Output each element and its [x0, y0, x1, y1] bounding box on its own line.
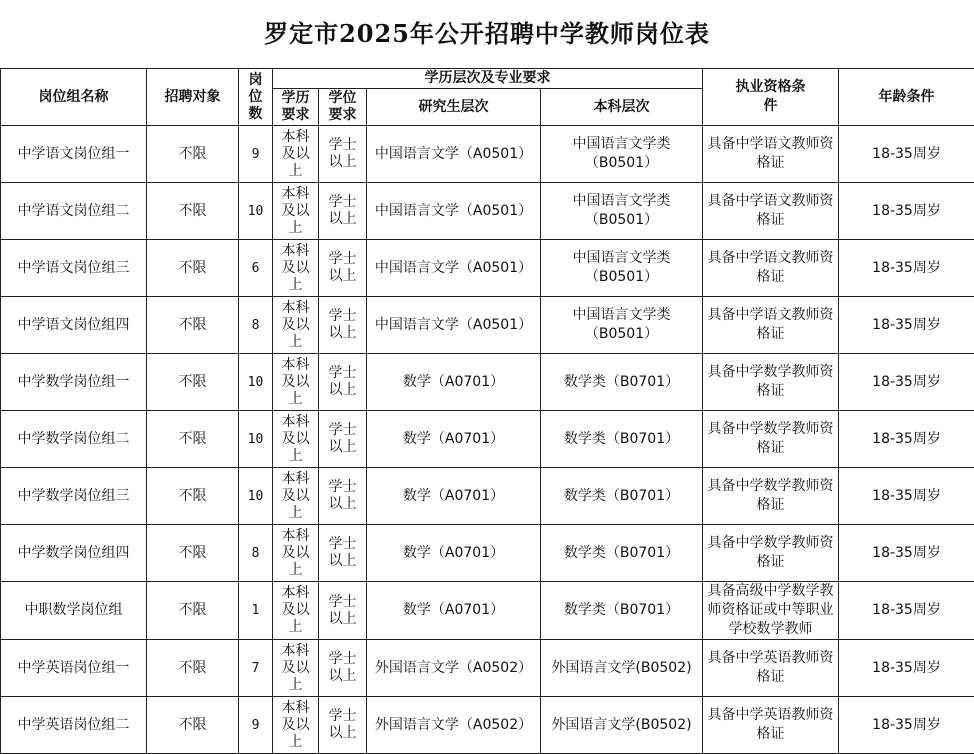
cell-age: 18-35周岁	[839, 697, 974, 754]
cell-age: 18-35周岁	[839, 525, 974, 582]
cell-count: 10	[239, 411, 273, 468]
cell-group-name: 中学数学岗位组二	[1, 411, 147, 468]
cell-cert: 具备中学数学教师资格证	[703, 411, 839, 468]
table-row	[1, 183, 974, 240]
cell-count: 8	[239, 525, 273, 582]
table-row	[1, 354, 974, 411]
cell-age: 18-35周岁	[839, 126, 974, 183]
cell-undergrad-major: 数学类（B0701）	[541, 354, 703, 411]
cell-group-name: 中职数学岗位组	[1, 582, 147, 640]
cell-edu-req: 本科及以上	[273, 697, 319, 754]
header-cert: 执业资格条件	[703, 69, 839, 126]
cell-undergrad-major: 外国语言文学(B0502)	[541, 697, 703, 754]
cell-undergrad-major: 外国语言文学(B0502)	[541, 640, 703, 697]
cell-undergrad-major: 数学类（B0701）	[541, 582, 703, 640]
cell-target: 不限	[147, 297, 239, 354]
cell-target: 不限	[147, 468, 239, 525]
header-grad: 研究生层次	[367, 89, 541, 126]
cell-grad-major: 数学（A0701）	[367, 354, 541, 411]
header-count: 岗位数	[239, 69, 273, 126]
table-row	[1, 697, 974, 754]
cell-age: 18-35周岁	[839, 240, 974, 297]
cell-count: 10	[239, 183, 273, 240]
header-group-name: 岗位组名称	[1, 69, 147, 126]
cell-degree-req: 学士以上	[319, 640, 367, 697]
cell-edu-req: 本科及以上	[273, 582, 319, 640]
cell-count: 9	[239, 697, 273, 754]
cell-group-name: 中学英语岗位组一	[1, 640, 147, 697]
cell-degree-req: 学士以上	[319, 468, 367, 525]
cell-grad-major: 中国语言文学（A0501）	[367, 297, 541, 354]
cell-edu-req: 本科及以上	[273, 640, 319, 697]
cell-edu-req: 本科及以上	[273, 297, 319, 354]
recruitment-table	[0, 68, 974, 754]
cell-edu-req: 本科及以上	[273, 354, 319, 411]
cell-age: 18-35周岁	[839, 468, 974, 525]
cell-grad-major: 中国语言文学（A0501）	[367, 240, 541, 297]
cell-cert: 具备中学语文教师资格证	[703, 240, 839, 297]
table-row	[1, 411, 974, 468]
cell-degree-req: 学士以上	[319, 240, 367, 297]
cell-count: 8	[239, 297, 273, 354]
cell-count: 9	[239, 126, 273, 183]
header-edu-major: 学历层次及专业要求	[273, 69, 703, 89]
cell-edu-req: 本科及以上	[273, 468, 319, 525]
cell-grad-major: 外国语言文学（A0502）	[367, 640, 541, 697]
cell-grad-major: 中国语言文学（A0501）	[367, 183, 541, 240]
cell-count: 1	[239, 582, 273, 640]
table-row	[1, 126, 974, 183]
cell-undergrad-major: 数学类（B0701）	[541, 411, 703, 468]
cell-count: 6	[239, 240, 273, 297]
cell-group-name: 中学数学岗位组一	[1, 354, 147, 411]
cell-undergrad-major: 数学类（B0701）	[541, 468, 703, 525]
cell-cert: 具备中学数学教师资格证	[703, 354, 839, 411]
cell-grad-major: 数学（A0701）	[367, 525, 541, 582]
cell-target: 不限	[147, 582, 239, 640]
cell-target: 不限	[147, 640, 239, 697]
cell-edu-req: 本科及以上	[273, 525, 319, 582]
cell-cert: 具备中学英语教师资格证	[703, 640, 839, 697]
cell-group-name: 中学英语岗位组二	[1, 697, 147, 754]
cell-target: 不限	[147, 411, 239, 468]
cell-grad-major: 外国语言文学（A0502）	[367, 697, 541, 754]
cell-group-name: 中学数学岗位组三	[1, 468, 147, 525]
cell-count: 7	[239, 640, 273, 697]
cell-cert: 具备中学语文教师资格证	[703, 297, 839, 354]
cell-edu-req: 本科及以上	[273, 183, 319, 240]
cell-count: 10	[239, 468, 273, 525]
cell-degree-req: 学士以上	[319, 354, 367, 411]
cell-age: 18-35周岁	[839, 297, 974, 354]
cell-target: 不限	[147, 183, 239, 240]
cell-group-name: 中学语文岗位组一	[1, 126, 147, 183]
table-row	[1, 240, 974, 297]
cell-group-name: 中学语文岗位组三	[1, 240, 147, 297]
cell-cert: 具备中学数学教师资格证	[703, 525, 839, 582]
cell-degree-req: 学士以上	[319, 411, 367, 468]
cell-edu-req: 本科及以上	[273, 240, 319, 297]
cell-undergrad-major: 中国语言文学类（B0501）	[541, 126, 703, 183]
cell-edu-req: 本科及以上	[273, 126, 319, 183]
table-row	[1, 525, 974, 582]
cell-degree-req: 学士以上	[319, 525, 367, 582]
cell-degree-req: 学士以上	[319, 126, 367, 183]
cell-age: 18-35周岁	[839, 183, 974, 240]
cell-cert: 具备中学英语教师资格证	[703, 697, 839, 754]
cell-undergrad-major: 中国语言文学类（B0501）	[541, 240, 703, 297]
cell-count: 10	[239, 354, 273, 411]
header-undergrad: 本科层次	[541, 89, 703, 126]
cell-target: 不限	[147, 126, 239, 183]
cell-target: 不限	[147, 525, 239, 582]
header-degree-req: 学位要求	[319, 89, 367, 126]
cell-grad-major: 中国语言文学（A0501）	[367, 126, 541, 183]
cell-degree-req: 学士以上	[319, 582, 367, 640]
cell-cert: 具备中学数学教师资格证	[703, 468, 839, 525]
cell-group-name: 中学语文岗位组四	[1, 297, 147, 354]
cell-undergrad-major: 中国语言文学类（B0501）	[541, 183, 703, 240]
cell-grad-major: 数学（A0701）	[367, 468, 541, 525]
cell-age: 18-35周岁	[839, 582, 974, 640]
cell-undergrad-major: 数学类（B0701）	[541, 525, 703, 582]
cell-degree-req: 学士以上	[319, 697, 367, 754]
cell-cert: 具备中学语文教师资格证	[703, 126, 839, 183]
cell-cert: 具备高级中学数学教师资格证或中等职业学校数学教师	[703, 582, 839, 640]
cell-target: 不限	[147, 697, 239, 754]
cell-target: 不限	[147, 354, 239, 411]
header-age: 年龄条件	[839, 69, 974, 126]
header-target: 招聘对象	[147, 69, 239, 126]
cell-age: 18-35周岁	[839, 411, 974, 468]
table-row	[1, 582, 974, 640]
cell-target: 不限	[147, 240, 239, 297]
table-row	[1, 468, 974, 525]
cell-undergrad-major: 中国语言文学类（B0501）	[541, 297, 703, 354]
table-row	[1, 297, 974, 354]
cell-grad-major: 数学（A0701）	[367, 582, 541, 640]
cell-cert: 具备中学语文教师资格证	[703, 183, 839, 240]
table-row	[1, 640, 974, 697]
header-edu-req: 学历要求	[273, 89, 319, 126]
cell-group-name: 中学数学岗位组四	[1, 525, 147, 582]
cell-degree-req: 学士以上	[319, 297, 367, 354]
cell-group-name: 中学语文岗位组二	[1, 183, 147, 240]
page-title: 罗定市2025年公开招聘中学教师岗位表	[0, 14, 974, 49]
cell-age: 18-35周岁	[839, 354, 974, 411]
cell-edu-req: 本科及以上	[273, 411, 319, 468]
cell-age: 18-35周岁	[839, 640, 974, 697]
cell-degree-req: 学士以上	[319, 183, 367, 240]
cell-grad-major: 数学（A0701）	[367, 411, 541, 468]
